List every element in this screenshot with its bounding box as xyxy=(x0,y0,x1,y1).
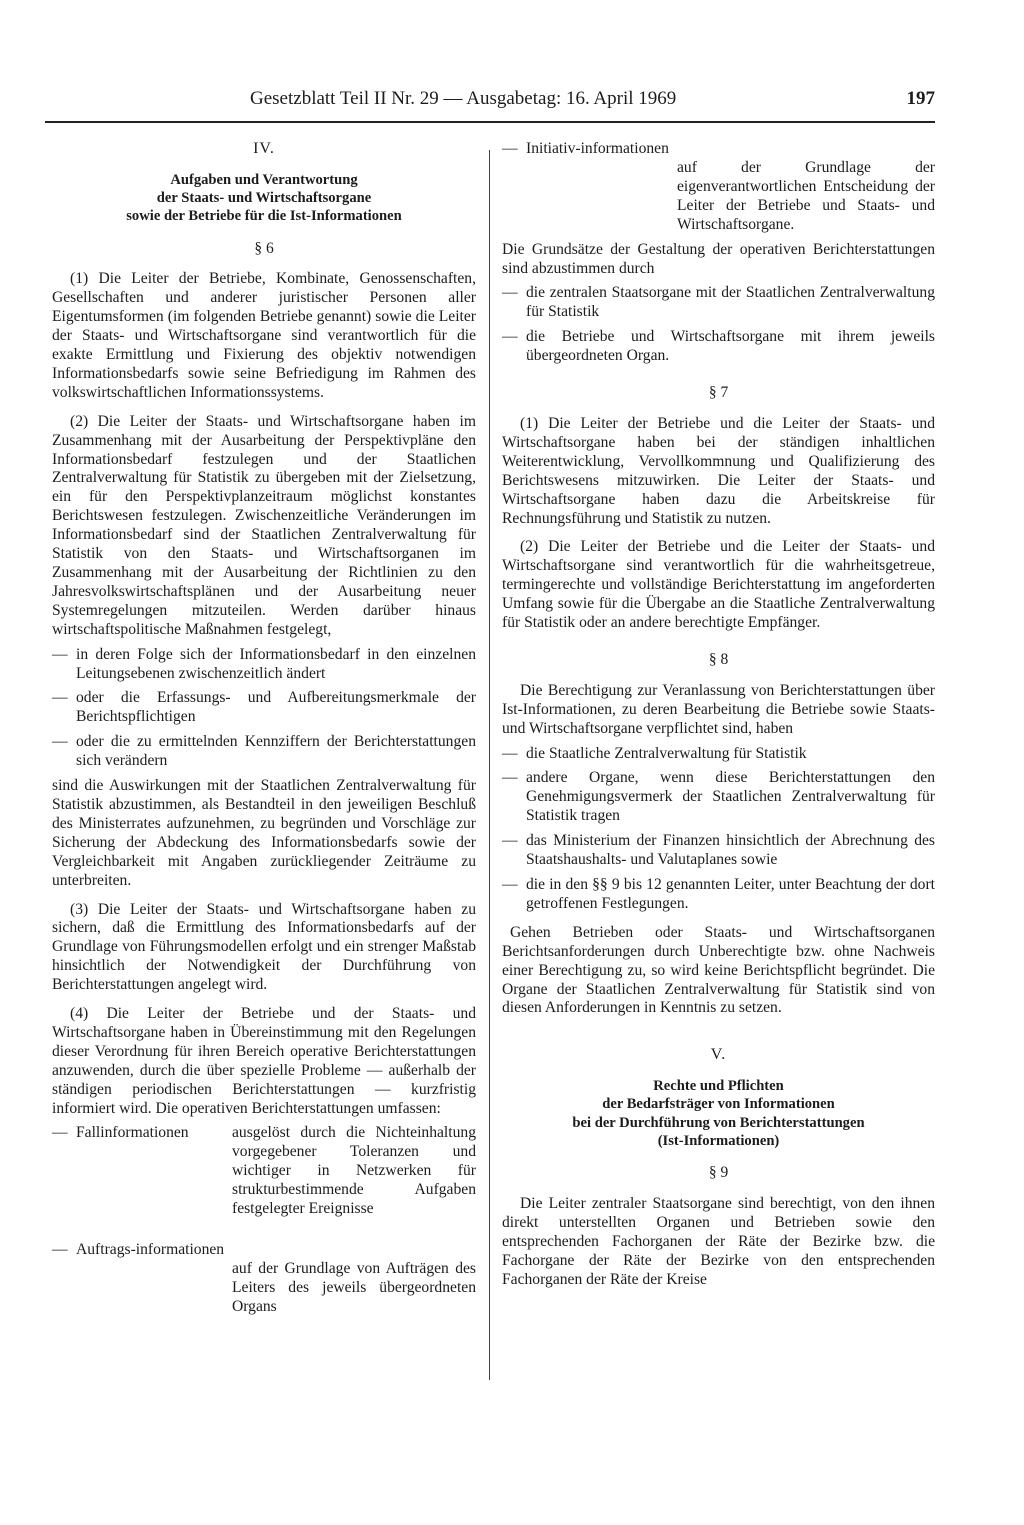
paragraph: sind die Auswirkungen mit der Staatlichen Zentralverwaltung für Statistik abzustimmen, als Bestandteil in den jeweiligen Beschluß des Ministerrates aufzunehmen, zu begründen und Vorschläge zur Sicherung der Abdeckung des Informationsbedarfs sowie der Vergleichbarkeit mit Angaben zurückliegender Zeiträume zu unterbreiten. xyxy=(52,777,476,889)
column-divider xyxy=(489,150,490,1380)
section-heading-line: Aufgaben und Verantwortung xyxy=(170,171,358,188)
section-heading xyxy=(502,1077,935,1150)
paragraph: (2) Die Leiter der Betriebe und die Leiter der Staats- und Wirtschaftsorgane sind verantwortlich für die wahrheitsgetreue, termingerechte und vollständige Berichterstattung im angeforderten Umfang sowie für die Übergabe an die Staatliche Zentralverwaltung für Statistik oder an andere berechtigte Empfänger. xyxy=(502,538,935,632)
list-item-text: in deren Folge sich der Informationsbedarf in den einzelnen Leitungsebenen zwischenzeitlich ändert xyxy=(76,645,476,682)
definition-term: — Auftrags-informationen xyxy=(52,1241,225,1259)
definition-term: — Fallinformationen xyxy=(52,1124,189,1142)
paragraph-sign: § 6 xyxy=(254,239,274,257)
list-item: — oder die zu ermittelnden Kennziffern der Berichterstattungen sich verändern xyxy=(52,733,476,770)
page-header xyxy=(45,88,935,118)
page-number: 197 xyxy=(906,88,935,109)
header-rule xyxy=(45,121,935,123)
list-item-text: die Staatliche Zentralverwaltung für Statistik xyxy=(526,744,807,762)
paragraph-sign: § 8 xyxy=(708,650,729,668)
paragraph: (1) Die Leiter der Betriebe und die Leiter der Staats- und Wirtschaftsorgane haben bei der ständigen inhaltlichen Weiterentwicklung, Vervollkommnung und Qualifizierung des Berichtswesens mitzuwirken. Die Leiter der Staats- und Wirtschaftsorgane haben dazu die Arbeitskreise für Rechnungsführung und Statistik zu nutzen. xyxy=(502,414,935,527)
definition-row xyxy=(52,1241,476,1317)
list-item-text: die Betriebe und Wirtschaftsorgane mit ihrem jeweils übergeordneten Organ. xyxy=(526,328,935,365)
list-item: — die zentralen Staatsorgane mit der Staatlichen Zentralverwaltung für Statistik xyxy=(502,284,935,321)
paragraph: Die Grundsätze der Gestaltung der operativen Berichterstattungen sind abzustimmen durch xyxy=(502,240,935,277)
definition-term-text: Fallinformationen xyxy=(76,1124,189,1142)
list-item-text: die zentralen Staatsorgane mit der Staatlichen Zentralverwaltung für Statistik xyxy=(526,284,935,321)
list-item-text: andere Organe, wenn diese Berichterstattungen den Genehmigungsvermerk der Staatlichen Zentralverwaltung für Statistik tragen xyxy=(526,769,935,825)
definition-text: ausgelöst durch die Nichteinhaltung vorgegebener Toleranzen und wichtiger in Netzwerken für strukturbestimmende Aufgaben festgelegter Ereignisse xyxy=(232,1124,476,1218)
definition-term-text: Auftrags-informationen xyxy=(76,1241,225,1259)
section-heading-line: (Ist-Informationen) xyxy=(657,1132,780,1149)
section-heading-line: bei der Durchführung von Berichterstattungen xyxy=(572,1114,865,1131)
gazette-title: Gesetzblatt Teil II Nr. 29 — Ausgabetag: 16. April 1969 xyxy=(250,88,677,109)
list-item: — die Staatliche Zentralverwaltung für Statistik xyxy=(502,744,807,762)
right-column xyxy=(502,140,935,1290)
section-number: IV. xyxy=(253,140,275,157)
paragraph-sign: § 7 xyxy=(708,384,729,402)
definition-row xyxy=(52,1124,476,1219)
paragraph: (4) Die Leiter der Betriebe und der Staats- und Wirtschaftsorgane haben in Übereinstimmung mit den Regelungen dieser Verordnung für ihren Bereich operative Berichterstattungen anzuwenden, durch die über spezielle Probleme — außerhalb der ständigen periodischen Berichterstattungen — kurzfristig informiert wird. Die operativen Berichterstattungen umfassen: xyxy=(52,1005,476,1117)
definition-term-text: Initiativ-informationen xyxy=(526,140,669,157)
paragraph-sign: § 9 xyxy=(708,1164,729,1182)
definition-term: — Initiativ-informationen xyxy=(502,140,669,157)
list-item-text: oder die Erfassungs- und Aufbereitungsmerkmale der Berichtspflichtigen xyxy=(76,689,476,726)
list-item-text: das Ministerium der Finanzen hinsichtlich der Abrechnung des Staatshaushalts- und Valutaplanes sowie xyxy=(526,832,935,869)
list-item-text: oder die zu ermittelnden Kennziffern der Berichterstattungen sich verändern xyxy=(76,733,476,770)
list-item-text: die in den §§ 9 bis 12 genannten Leiter, unter Beachtung der dort getroffenen Festlegungen. xyxy=(526,876,935,912)
list-item: — in deren Folge sich der Informationsbedarf in den einzelnen Leitungsebenen zwischenzeitlich ändert xyxy=(52,645,476,682)
list-item: — die Betriebe und Wirtschaftsorgane mit ihrem jeweils übergeordneten Organ. xyxy=(502,328,935,365)
paragraph: Die Leiter zentraler Staatsorgane sind berechtigt, von den ihnen direkt unterstellten Organen und Betrieben sowie den entsprechenden Fachorganen der Räte der Bezirke bzw. die Fachorgane der Räte der Bezirke von den entsprechenden Fachorganen der Räte der Kreise xyxy=(502,1194,935,1288)
paragraph: (3) Die Leiter der Staats- und Wirtschaftsorgane haben zu sichern, daß die Ermittlung des Informationsbedarfs auf der Grundlage von Führungsmodellen erfolgt und ein strenger Maßstab hinsichtlich der Notwendigkeit der Durchführung von Berichterstattungen angelegt wird. xyxy=(52,900,476,994)
list-item: — andere Organe, wenn diese Berichterstattungen den Genehmigungsvermerk der Staatlichen Zentralverwaltung für Statistik tragen xyxy=(502,769,935,825)
list-item: — die in den §§ 9 bis 12 genannten Leiter, unter Beachtung der dort getroffenen Festlegungen. xyxy=(502,876,935,912)
definition-row xyxy=(502,140,935,235)
section-heading-line: sowie der Betriebe für die Ist-Informationen xyxy=(126,208,402,225)
definition-text: auf der Grundlage von Aufträgen des Leiters des jeweils übergeordneten Organs xyxy=(232,1260,476,1315)
paragraph: (2) Die Leiter der Staats- und Wirtschaftsorgane haben im Zusammenhang mit der Ausarbeitung der Perspektivpläne den Informationsbedarf festzulegen und der Staatlichen Zentralverwaltung für Statistik zu übergeben mit der Zielsetzung, ein für den Perspektivplanzeitraum möglichst konstantes Berichtswesen festzulegen. Zwischenzeitliche Veränderungen im Informationsbedarf sind der Staatlichen Zentralverwaltung für Statistik von den Staats- und Wirtschaftsorganen im Zusammenhang mit der Ausarbeitung der Richtlinien zu den Jahresvolkswirtschaftsplänen und der Ausarbeitung neuer Systemregelungen mitzuteilen. Werden darüber hinaus wirtschaftspolitische Maßnahmen festgelegt, xyxy=(52,412,476,638)
list-item: — oder die Erfassungs- und Aufbereitungsmerkmale der Berichtspflichtigen xyxy=(52,689,476,726)
section-heading-line: Rechte und Pflichten xyxy=(653,1078,784,1095)
section-heading-line: der Bedarfsträger von Informationen xyxy=(602,1096,835,1113)
section-number: V. xyxy=(710,1046,727,1064)
section-heading-line: der Staats- und Wirtschaftsorgane xyxy=(156,190,372,207)
paragraph: Die Berechtigung zur Veranlassung von Berichterstattungen über Ist-Informationen, zu deren Bearbeitung die Betriebe sowie Staats- und Wirtschaftsorgane verpflichtet sind, haben xyxy=(502,681,935,737)
definition-text: auf der Grundlage der eigenverantwortlichen Entscheidung der Leiter der Betriebe und Staats- und Wirtschaftsorgane. xyxy=(677,159,935,233)
paragraph: (1) Die Leiter der Betriebe, Kombinate, Genossenschaften, Gesellschaften und anderer juristischer Personen aller Eigentumsformen (im folgenden Betriebe genannt) sowie die Leiter der Staats- und Wirtschaftsorgane sind verantwortlich für die exakte Ermittlung und Fixierung des objektiv notwendigen Informationsbedarfs sowie seine Befriedigung im Rahmen des volkswirtschaftlichen Informationssystems. xyxy=(52,270,476,401)
section-heading xyxy=(52,171,476,226)
list-item: — das Ministerium der Finanzen hinsichtlich der Abrechnung des Staatshaushalts- und Valutaplanes sowie xyxy=(502,832,935,869)
left-column xyxy=(52,140,476,1317)
paragraph: Gehen Betrieben oder Staats- und Wirtschaftsorganen Berichtsanforderungen durch Unberechtigte bzw. ohne Nachweis einer Berechtigung zu, so wird keine Berichtspflicht begründet. Die Organe der Staatlichen Zentralverwaltung für Statistik sind von diesen Anforderungen in Kenntnis zu setzen. xyxy=(502,923,935,1017)
